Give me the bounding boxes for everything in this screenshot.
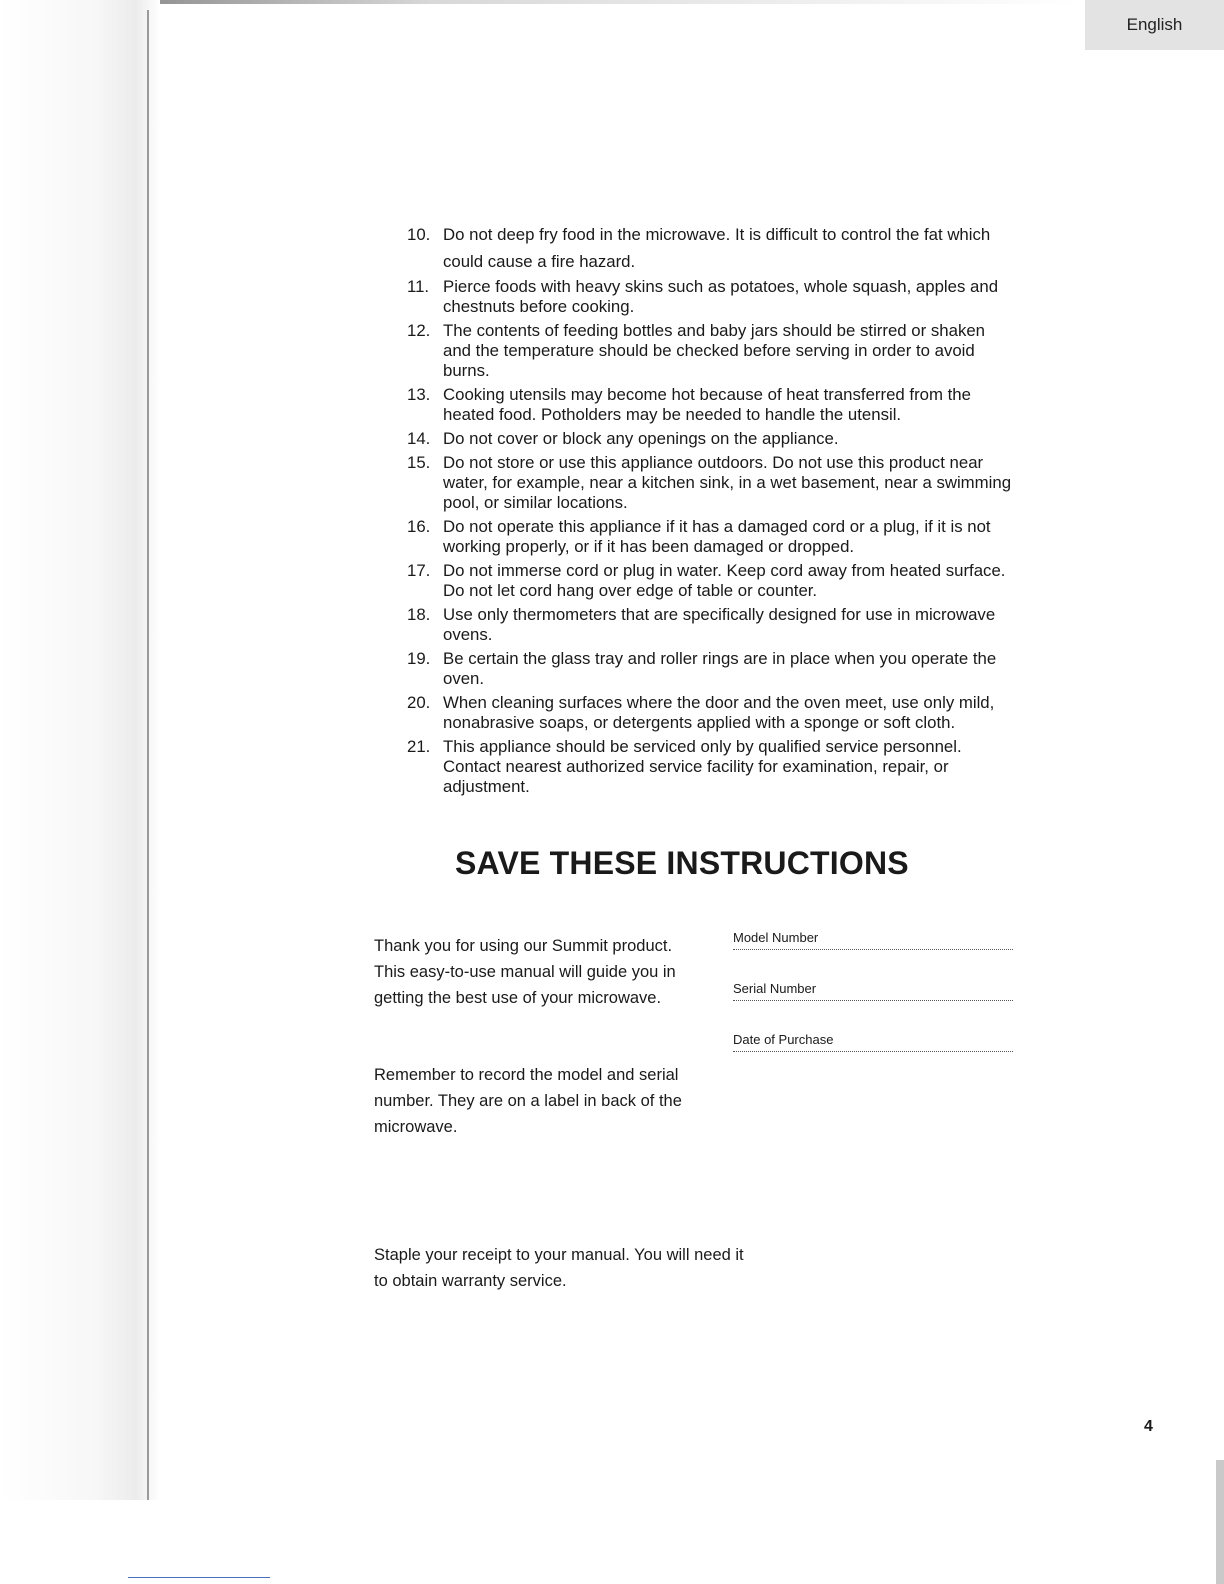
model-number-field: Model Number (733, 930, 1013, 950)
rule-number: 20. (407, 693, 431, 712)
rule-number: 14. (407, 429, 431, 448)
rule-text: Do not cover or block any openings on the appliance. (443, 429, 839, 448)
record-fields (733, 930, 1013, 1083)
rule-text: When cleaning surfaces where the door and the oven meet, use only mild, nonabrasive soaps, or detergents applied with a sponge or soft cloth. (443, 693, 995, 732)
binding-shadow (0, 0, 160, 1500)
rule-number: 13. (407, 385, 431, 404)
list-item (407, 221, 1017, 275)
rule-number: 18. (407, 605, 431, 624)
rule-text: Do not store or use this appliance outdoors. Do not use this product near water, for example, near a kitchen sink, in a wet basement, near a swimming pool, or similar locations. (443, 453, 1012, 512)
list-item (407, 561, 1017, 601)
list-item (407, 453, 1017, 513)
rule-text: The contents of feeding bottles and baby jars should be stirred or shaken and the temperature should be checked before serving in order to avoid burns. (443, 321, 985, 380)
safety-rules-list (407, 221, 1017, 801)
rule-text: Cooking utensils may become hot because of heat transferred from the heated food. Potholders may be needed to handle the utensil. (443, 385, 971, 424)
list-item (407, 649, 1017, 689)
rule-number: 21. (407, 737, 431, 756)
rule-number: 15. (407, 453, 431, 472)
page-number: 4 (1144, 1418, 1153, 1435)
list-item (407, 277, 1017, 317)
thank-you-text: Thank you for using our Summit product. This easy-to-use manual will guide you in getting the best use of your microwave. (374, 937, 676, 1007)
list-item (407, 605, 1017, 645)
rule-text: Be certain the glass tray and roller rings are in place when you operate the oven. (443, 649, 997, 688)
footer-rule (128, 1577, 270, 1578)
scan-right-edge (1216, 1460, 1224, 1584)
binding-line (147, 10, 149, 1500)
rule-text: This appliance should be serviced only by qualified service personnel. Contact nearest authorized service facility for examination, repair, or adjustment. (443, 737, 962, 796)
list-item (407, 693, 1017, 733)
language-tab: English (1085, 0, 1224, 50)
rule-number: 12. (407, 321, 431, 340)
rule-text: Do not deep fry food in the microwave. It is difficult to control the fat which could cause a fire hazard. (443, 225, 991, 271)
save-instructions-heading: SAVE THESE INSTRUCTIONS (455, 845, 909, 881)
list-item (407, 429, 1017, 449)
rule-number: 19. (407, 649, 431, 668)
receipt-note-text: Staple your receipt to your manual. You will need it to obtain warranty service. (374, 1246, 744, 1290)
rule-number: 11. (407, 277, 430, 296)
rule-number: 17. (407, 561, 431, 580)
record-reminder-text: Remember to record the model and serial number. They are on a label in back of the microwave. (374, 1066, 682, 1136)
date-of-purchase-field: Date of Purchase (733, 1032, 1013, 1052)
list-item (407, 517, 1017, 557)
rule-text: Use only thermometers that are specifically designed for use in microwave ovens. (443, 605, 996, 644)
scan-top-edge (0, 0, 1080, 4)
rule-number: 10. (407, 225, 431, 244)
list-item (407, 737, 1017, 797)
list-item (407, 321, 1017, 381)
rule-text: Pierce foods with heavy skins such as potatoes, whole squash, apples and chestnuts before cooking. (443, 277, 999, 316)
rule-text: Do not immerse cord or plug in water. Keep cord away from heated surface. Do not let cord hang over edge of table or counter. (443, 561, 1006, 600)
serial-number-field: Serial Number (733, 981, 1013, 1001)
rule-text: Do not operate this appliance if it has a damaged cord or a plug, if it is not working properly, or if it has been damaged or dropped. (443, 517, 991, 556)
list-item (407, 385, 1017, 425)
rule-number: 16. (407, 517, 431, 536)
